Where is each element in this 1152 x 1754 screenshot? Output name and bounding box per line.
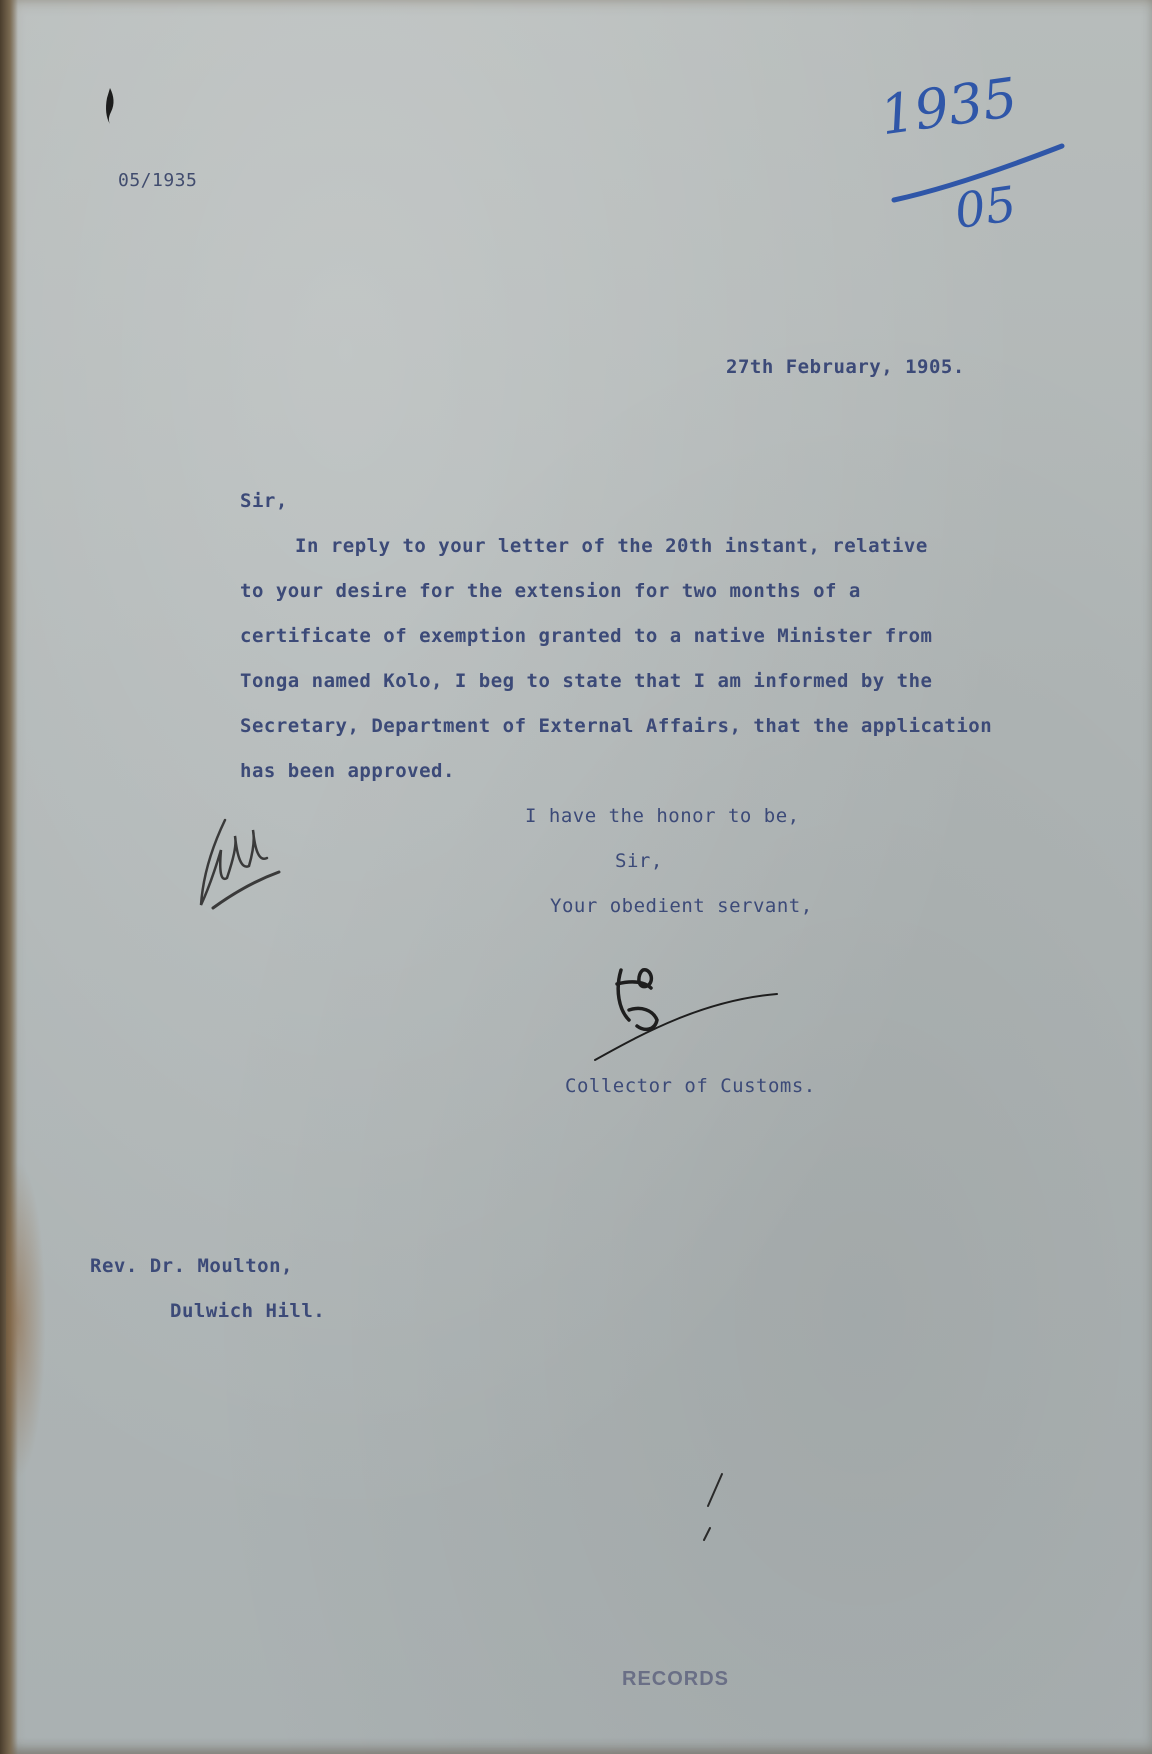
body-line-3: certificate of exemption granted to a native Minister from bbox=[240, 625, 933, 647]
records-stamp: RECORDS bbox=[622, 1668, 730, 1690]
ink-blot-mark bbox=[100, 86, 120, 126]
addressee-name: Rev. Dr. Moulton, bbox=[90, 1255, 293, 1277]
handwritten-file-number-top: 1935 bbox=[876, 65, 1022, 148]
body-line-1: In reply to your letter of the 20th instant, relative bbox=[295, 535, 928, 557]
body-line-6: has been approved. bbox=[240, 760, 455, 782]
stray-pen-mark bbox=[700, 1470, 730, 1550]
closing-line-1: I have the honor to be, bbox=[525, 805, 800, 827]
letter-date: 27th February, 1905. bbox=[726, 356, 965, 378]
signatory-title: Collector of Customs. bbox=[565, 1075, 816, 1097]
handwritten-file-number-bottom: 05 bbox=[951, 176, 1020, 240]
collector-signature bbox=[585, 960, 785, 1070]
body-line-2: to your desire for the extension for two months of a bbox=[240, 580, 861, 602]
closing-line-3: Your obedient servant, bbox=[550, 895, 813, 917]
paper-stain bbox=[6, 1160, 46, 1480]
margin-initials-signature bbox=[195, 800, 285, 915]
body-line-5: Secretary, Department of External Affairs, that the application bbox=[240, 715, 993, 737]
paper-edge bbox=[0, 0, 18, 1754]
reference-number: 05/1935 bbox=[118, 170, 198, 191]
salutation: Sir, bbox=[240, 490, 288, 512]
addressee-place: Dulwich Hill. bbox=[170, 1300, 326, 1322]
body-line-4: Tonga named Kolo, I beg to state that I am informed by the bbox=[240, 670, 933, 692]
closing-line-2: Sir, bbox=[615, 850, 663, 872]
